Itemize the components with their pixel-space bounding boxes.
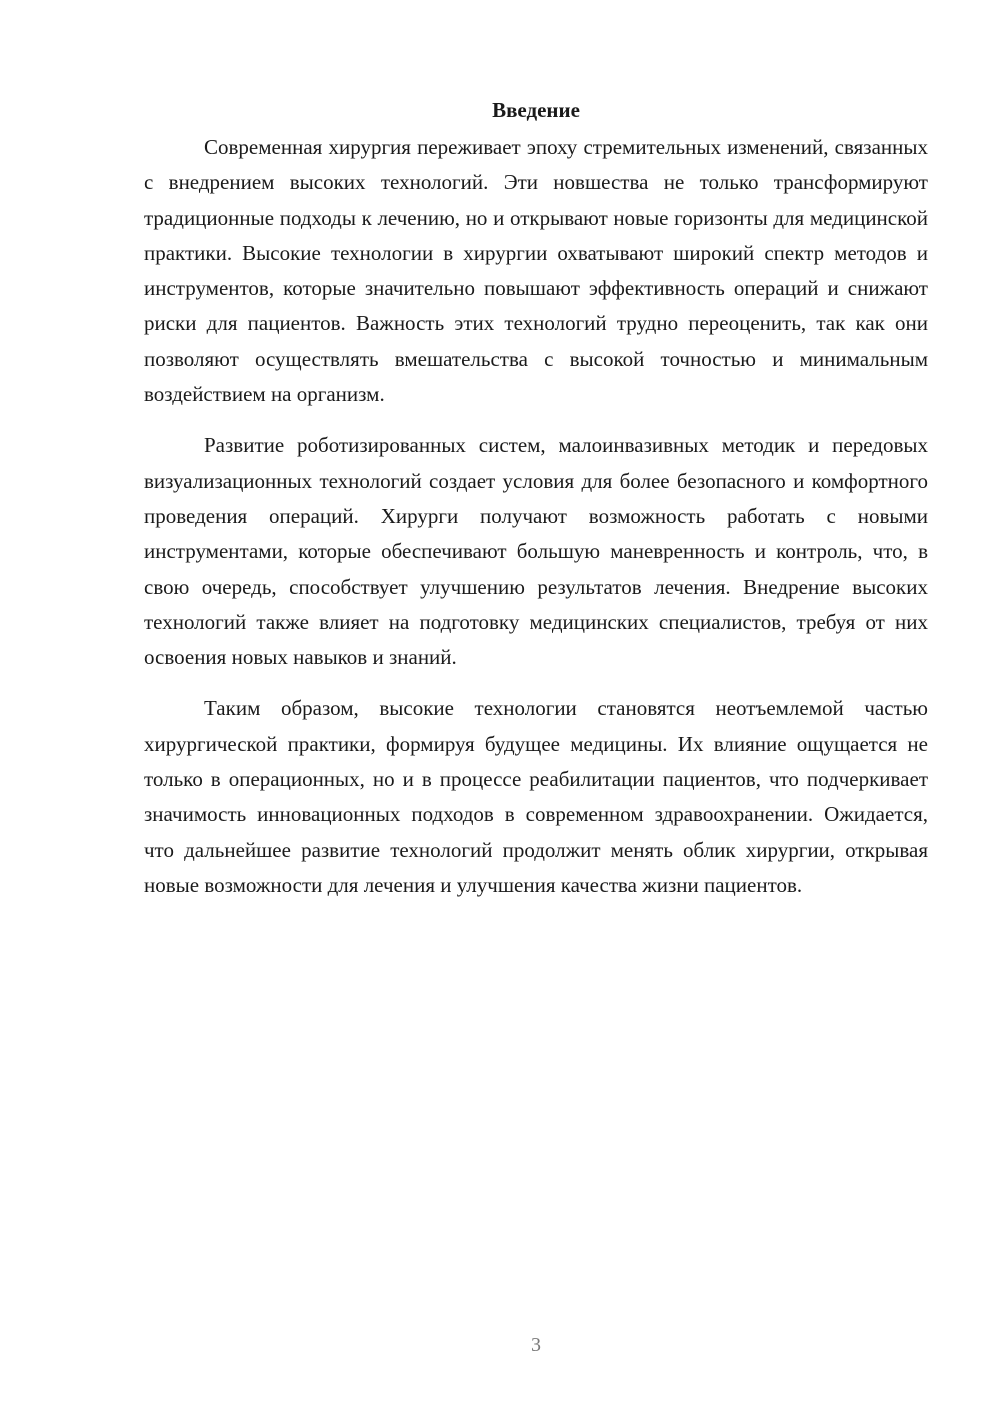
page-content bbox=[144, 96, 928, 903]
page-number: 3 bbox=[531, 1334, 541, 1356]
paragraph-3: Таким образом, высокие технологии становятся неотъемлемой частью хирургической практики, формируя будущее медицины. Их влияние ощущается не только в операционных, но и в процессе реабилитации пациентов, что подчеркивает значимость инновационных подходов в современном здравоохранении. Ожидается, что дальнейшее развитие технологий продолжит менять облик хирургии, открывая новые возможности для лечения и улучшения качества жизни пациентов. bbox=[144, 696, 928, 897]
paragraph-2: Развитие роботизированных систем, малоинвазивных методик и передовых визуализационных технологий создает условия для более безопасного и комфортного проведения операций. Хирурги получают возможность работать с новыми инструментами, которые обеспечивают большую маневренность и контроль, что, в свою очередь, способствует улучшению результатов лечения. Внедрение высоких технологий также влияет на подготовку медицинских специалистов, требуя от них освоения новых навыков и знаний. bbox=[144, 433, 928, 670]
section-heading: Введение bbox=[492, 98, 580, 122]
paragraph-1: Современная хирургия переживает эпоху стремительных изменений, связанных с внедрением высоких технологий. Эти новшества не только трансформируют традиционные подходы к лечению, но и открывают новые горизонты для медицинской практики. Высокие технологии в хирургии охватывают широкий спектр методов и инструментов, которые значительно повышают эффективность операций и снижают риски для пациентов. Важность этих технологий трудно переоценить, так как они позволяют осуществлять вмешательства с высокой точностью и минимальным воздействием на организм. bbox=[144, 135, 928, 407]
